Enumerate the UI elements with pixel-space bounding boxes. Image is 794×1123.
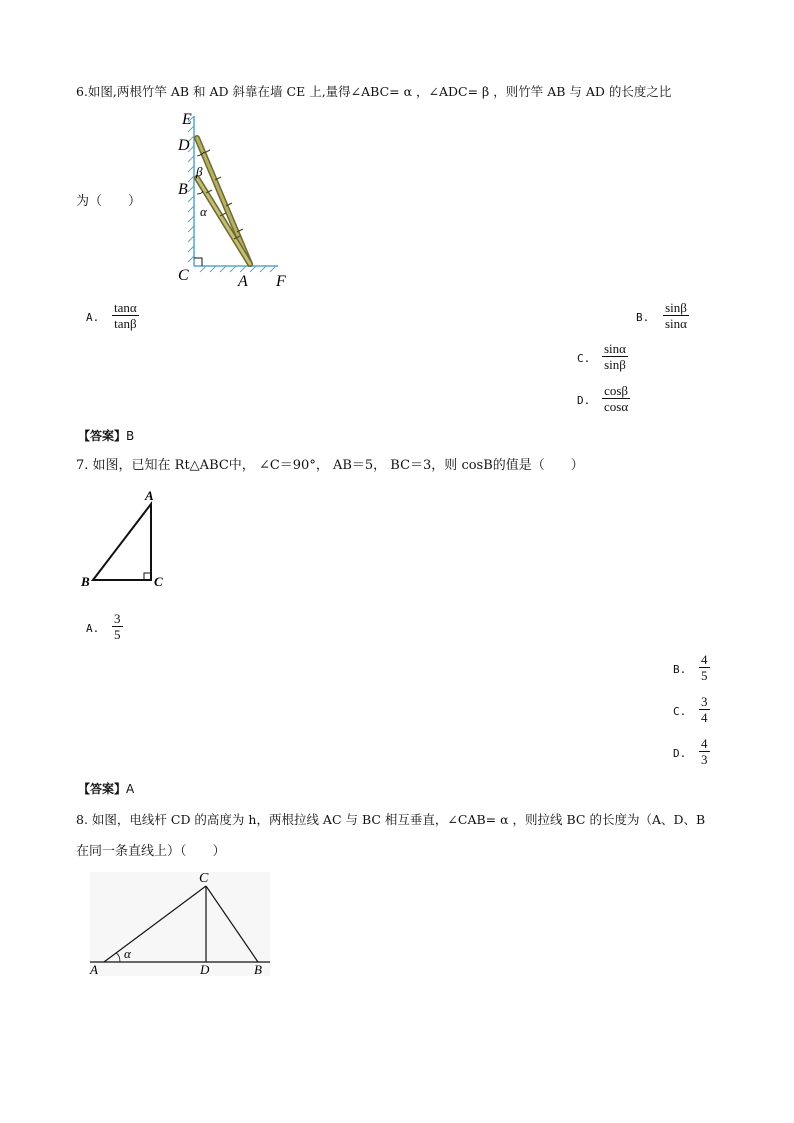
q6-stem-line1: 6.如图,两根竹竿 AB 和 AD 斜靠在墙 CE 上,量得∠ABC= α ，∠ADC= β ，则竹竿 AB 与 AD 的长度之比 bbox=[76, 84, 672, 99]
q7-option-d-fraction: $\frac{4}{3}$ bbox=[701, 736, 708, 767]
q6-option-b-fraction: $\frac{\sin\beta}{\sin\alpha}$ bbox=[665, 300, 687, 331]
q6-option-a-fraction: $\frac{\tan\alpha}{\tan\beta}$ bbox=[114, 300, 137, 331]
q8-label-D: D bbox=[200, 962, 210, 977]
q7-option-a-fraction: $\frac{3}{5}$ bbox=[114, 611, 121, 642]
q8-stem-line2: 在同一条直线上）（ ） bbox=[76, 844, 226, 859]
q6-option-a-letter: A. bbox=[86, 311, 100, 324]
q7-answer bbox=[78, 780, 134, 797]
q6-answer bbox=[78, 427, 134, 444]
q7-option-c-fraction: $\frac{3}{4}$ bbox=[701, 694, 708, 725]
q7-label-A: A bbox=[145, 488, 154, 503]
q8-label-alpha: α bbox=[124, 946, 131, 961]
q7-option-d-letter: D. bbox=[673, 747, 687, 760]
q6-option-d-letter: D. bbox=[577, 394, 591, 407]
q6-label-F: F bbox=[276, 273, 286, 290]
q7-option-b-letter: B. bbox=[673, 663, 687, 676]
q7-option-b-fraction: $\frac{4}{5}$ bbox=[701, 652, 708, 683]
q6-stem-line2: 为（ ） bbox=[76, 194, 142, 209]
q8-figure bbox=[86, 868, 276, 980]
q6-label-E: E bbox=[182, 111, 192, 128]
q6-label-C: C bbox=[178, 267, 189, 284]
answer-tag: 【答案】 bbox=[78, 782, 127, 796]
q6-label-alpha: α bbox=[200, 204, 207, 219]
q6-option-c-fraction: $\frac{\sin\alpha}{\sin\beta}$ bbox=[604, 341, 626, 372]
q8-label-A: A bbox=[90, 962, 98, 977]
answer-value: B bbox=[126, 429, 135, 443]
q7-option-a-letter: A. bbox=[86, 622, 100, 635]
q7-label-B: B bbox=[81, 574, 90, 589]
answer-value: A bbox=[126, 782, 135, 796]
q7-option-c-letter: C. bbox=[673, 705, 687, 718]
q7-stem: 7. 如图，已知在 Rt△ABC中， ∠C＝90°， AB＝5， BC＝3，则 cosB的值是（ ） bbox=[76, 458, 584, 473]
q7-label-C: C bbox=[154, 574, 163, 589]
q6-option-d-fraction: $\frac{\cos\beta}{\cos\alpha}$ bbox=[604, 383, 629, 414]
answer-tag: 【答案】 bbox=[78, 429, 127, 443]
q6-label-A: A bbox=[238, 273, 248, 290]
q6-figure bbox=[170, 108, 300, 290]
q6-option-b-letter: B. bbox=[636, 311, 650, 324]
q6-label-beta: β bbox=[196, 164, 203, 179]
q7-figure bbox=[76, 486, 176, 594]
q6-label-D: D bbox=[178, 137, 190, 154]
q8-stem-line1: 8. 如图，电线杆 CD 的高度为 h，两根拉线 AC 与 BC 相互垂直，∠CAB= α ，则拉线 BC 的长度为（A、D、B bbox=[76, 812, 706, 827]
q6-label-B: B bbox=[178, 181, 188, 198]
q8-label-C: C bbox=[199, 871, 209, 886]
q6-option-c-letter: C. bbox=[577, 352, 591, 365]
q8-label-B: B bbox=[254, 962, 262, 977]
